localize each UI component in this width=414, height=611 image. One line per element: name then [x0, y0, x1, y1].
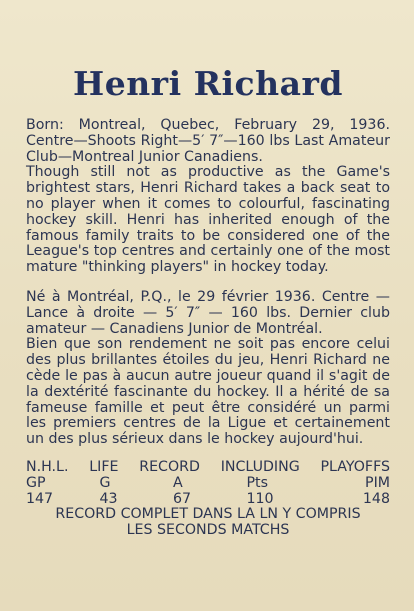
stat-value-a: 67: [173, 490, 192, 507]
stat-value-pts: 110: [246, 490, 274, 507]
record-title: N.H.L. LIFE RECORD INCLUDING PLAYOFFS: [26, 458, 390, 475]
french-bio-facts: Né à Montréal, P.Q., le 29 février 1936. Centre — Lance à droite — 5′ 7″ — 160 lbs. Dernier club amateur — Canadiens Junior de Montréal.: [26, 288, 390, 337]
stat-header-gp: GP: [26, 474, 46, 491]
stat-header-g: G: [99, 474, 111, 491]
french-record-line-1: RECORD COMPLET DANS LA LN Y COMPRIS: [55, 506, 361, 523]
stats-value-row: [26, 492, 390, 508]
stat-header-pts: Pts: [246, 474, 269, 491]
stats-header-row: [26, 476, 390, 492]
stat-value-pim: 148: [362, 490, 390, 507]
french-record-line-2: LES SECONDS MATCHS: [126, 522, 290, 539]
french-bio-text: Bien que son rendement ne soit pas encore celui des plus brillantes étoiles du jeu, Henri Richard ne cède le pas à aucun autre joueur quand il s'agit de la dextérité fascinante du hockey. Il a hérité de sa fameuse famille et peut être considéré un parmi les premiers centres de la Ligue et certainement un des plus sérieux dans le hockey aujourd'hui.: [26, 336, 390, 448]
stat-value-g: 43: [99, 490, 118, 507]
english-bio-text: Though still not as productive as the Game's brightest stars, Henri Richard takes a back seat to no player when it comes to colourful, fascinating hockey skill. Henri has inherited enough of the famous family traits to be considered one of the League's top centres and certainly one of the most mature "thinking players" in hockey today.: [26, 164, 390, 276]
career-record: [26, 460, 390, 539]
player-name: Henri Richard: [73, 64, 343, 103]
stat-header-a: A: [173, 474, 183, 491]
english-bio-facts: Born: Montreal, Quebec, February 29, 1936. Centre—Shoots Right—5′ 7″—160 lbs Last Amateur Club—Montreal Junior Canadiens.: [26, 117, 390, 165]
stat-value-gp: 147: [26, 490, 54, 507]
section-gap: [26, 276, 390, 290]
stat-header-pim: PIM: [365, 474, 390, 491]
